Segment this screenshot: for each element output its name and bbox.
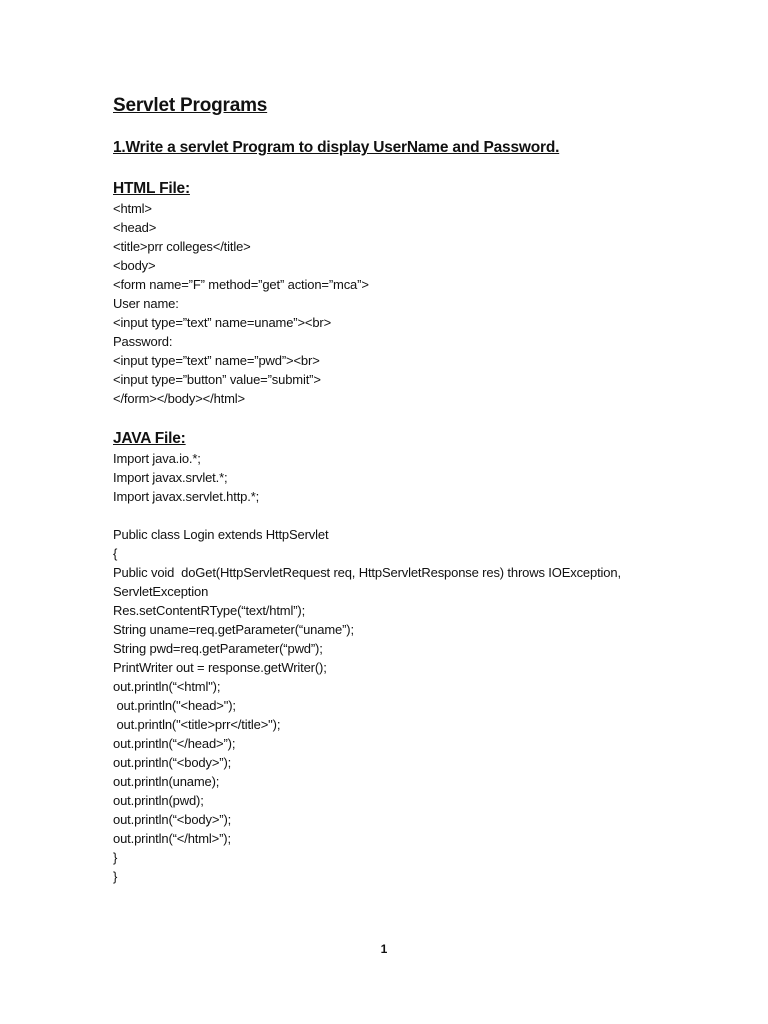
html-code-line: <head> xyxy=(113,220,157,235)
java-code-line: out.println("<head>"); xyxy=(113,698,236,713)
document-title: Servlet Programs xyxy=(113,95,268,116)
html-code-line: <title>prr colleges</title> xyxy=(113,239,251,254)
html-code-line: <input type=”text” name=uname”><br> xyxy=(113,315,332,330)
java-code-line: out.println(“<html"); xyxy=(113,679,221,694)
java-code-line: String pwd=req.getParameter(“pwd”); xyxy=(113,641,323,656)
java-code-line: Import javax.servlet.http.*; xyxy=(113,489,260,504)
page-number: 1 xyxy=(380,942,388,956)
java-code-line: Import java.io.*; xyxy=(113,451,201,466)
html-code-line: User name: xyxy=(113,296,179,311)
java-code-line: String uname=req.getParameter(“uname”); xyxy=(113,622,354,637)
java-code-block xyxy=(113,449,733,886)
java-code-line: Public void doGet(HttpServletRequest req, HttpServletResponse res) throws IOException, xyxy=(113,565,621,580)
html-code-line: <html> xyxy=(113,201,152,216)
html-file-heading: HTML File: xyxy=(113,180,190,197)
html-code-block xyxy=(113,199,733,408)
java-code-line: out.println("<title>prr</title>"); xyxy=(113,717,281,732)
question-heading: 1.Write a servlet Program to display UserName and Password. xyxy=(113,139,560,156)
java-code-line: } xyxy=(113,869,118,884)
java-code-line: Import javax.srvlet.*; xyxy=(113,470,228,485)
html-code-line: </form></body></html> xyxy=(113,391,245,406)
java-code-line: PrintWriter out = response.getWriter(); xyxy=(113,660,327,675)
document-page xyxy=(113,94,733,886)
html-code-line: <input type=”text” name=”pwd”><br> xyxy=(113,353,320,368)
java-code-line: Res.setContentRType(“text/html”); xyxy=(113,603,306,618)
java-code-line: out.println(“</head>”); xyxy=(113,736,236,751)
java-code-line: out.println(“<body>”); xyxy=(113,755,232,770)
java-code-line: Public class Login extends HttpServlet xyxy=(113,527,329,542)
java-code-line: ServletException xyxy=(113,584,209,599)
html-code-line: <body> xyxy=(113,258,156,273)
java-code-line xyxy=(113,506,733,525)
java-code-line: { xyxy=(113,546,118,561)
java-file-heading: JAVA File: xyxy=(113,430,186,447)
html-code-line: Password: xyxy=(113,334,173,349)
java-code-line: out.println(“</html>”); xyxy=(113,831,231,846)
java-code-line: out.println(pwd); xyxy=(113,793,204,808)
java-code-line: out.println(uname); xyxy=(113,774,220,789)
java-code-line: } xyxy=(113,850,118,865)
html-code-line: <form name=”F” method=”get” action=”mca”> xyxy=(113,277,369,292)
html-code-line: <input type=”button” value=”submit”> xyxy=(113,372,321,387)
java-code-line: out.println(“<body>”); xyxy=(113,812,232,827)
